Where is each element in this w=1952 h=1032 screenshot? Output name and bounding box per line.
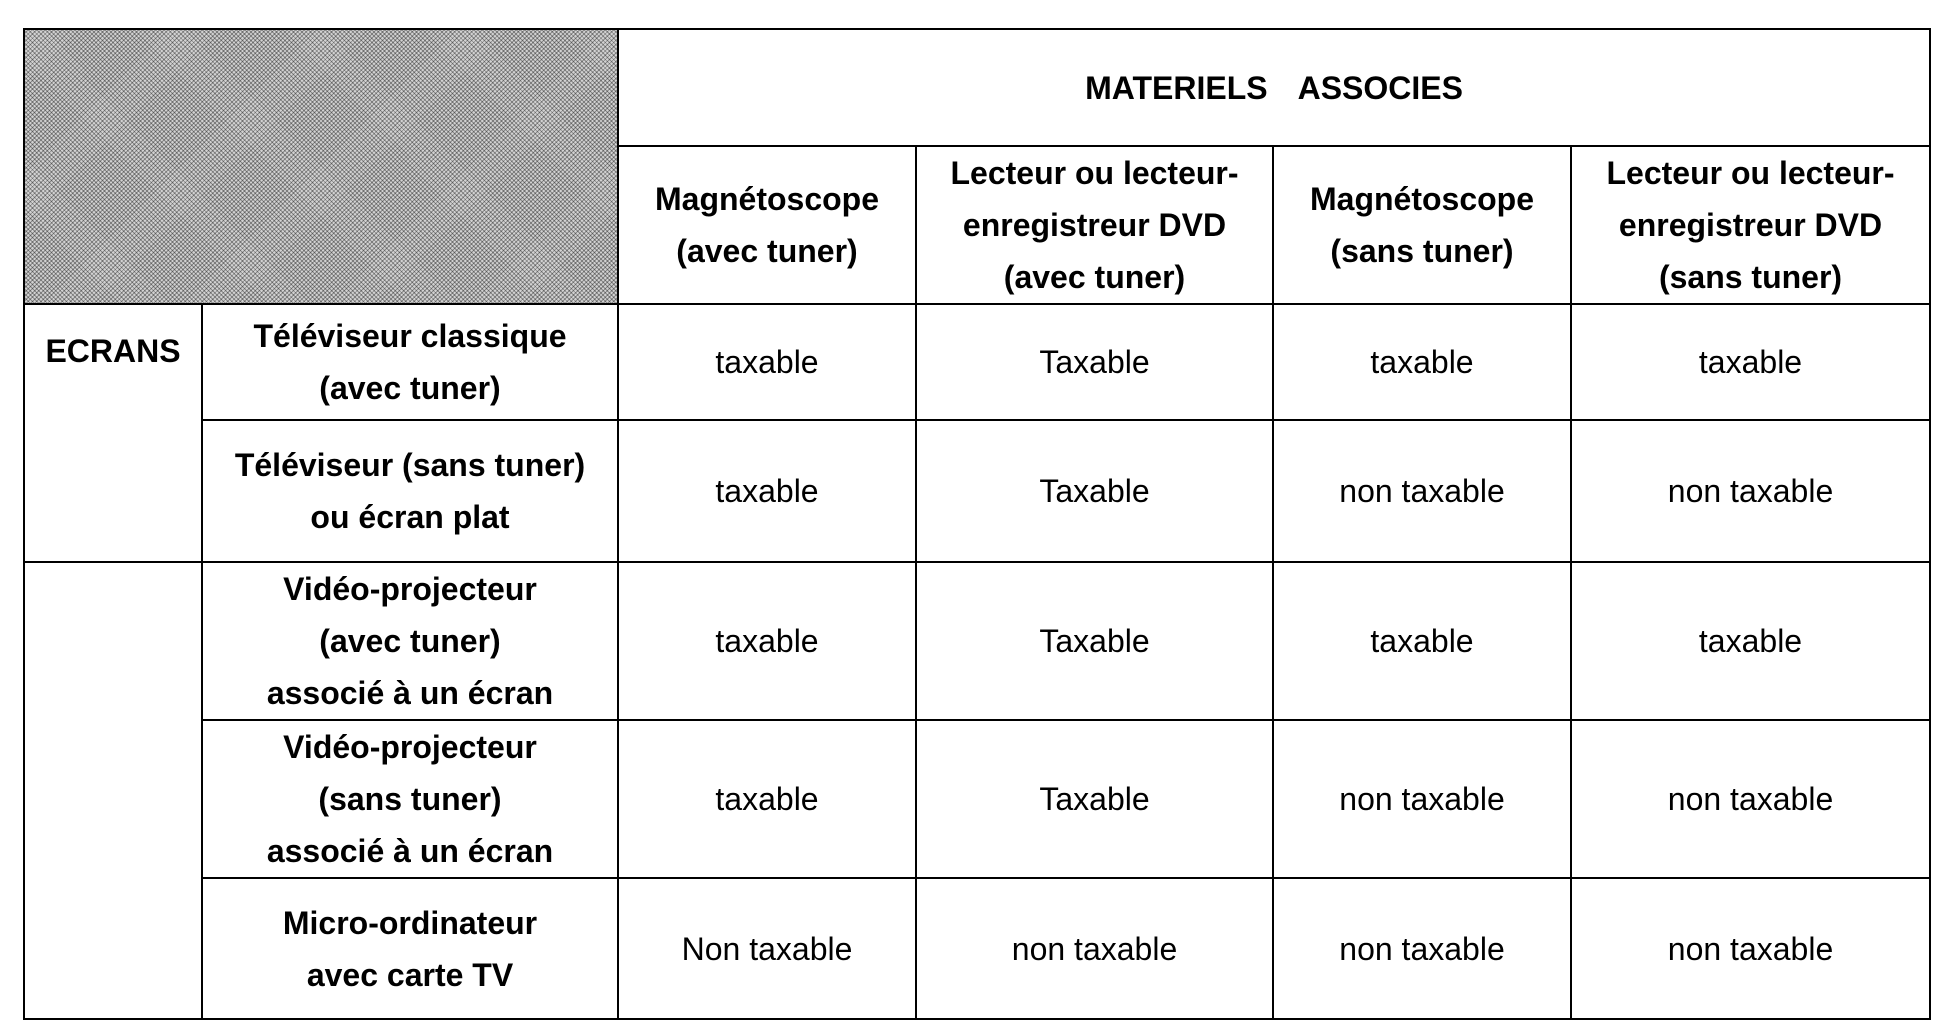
column-header-3 bbox=[1273, 146, 1571, 304]
cell-r3-c1: taxable bbox=[618, 562, 916, 720]
column-header-2-line1: Lecteur ou lecteur- bbox=[950, 155, 1239, 191]
column-header-4-line1: Lecteur ou lecteur- bbox=[1606, 155, 1895, 191]
cell-r4-c3: non taxable bbox=[1273, 720, 1571, 878]
header-group-title-word2: ASSOCIES bbox=[1297, 69, 1463, 106]
column-header-1 bbox=[618, 146, 916, 304]
tax-table bbox=[23, 28, 1931, 1020]
cell-r4-c2: Taxable bbox=[916, 720, 1273, 878]
row-label-3-line3: associé à un écran bbox=[266, 675, 554, 711]
cell-r5-c3: non taxable bbox=[1273, 878, 1571, 1019]
cell-r2-c3: non taxable bbox=[1273, 420, 1571, 562]
column-header-2 bbox=[916, 146, 1273, 304]
row-label-4 bbox=[202, 720, 618, 878]
cell-r1-c4: taxable bbox=[1571, 304, 1930, 420]
column-header-4-line2: enregistreur DVD bbox=[1618, 207, 1883, 243]
column-header-4-line3: (sans tuner) bbox=[1658, 259, 1843, 295]
cell-r2-c4: non taxable bbox=[1571, 420, 1930, 562]
row-label-5 bbox=[202, 878, 618, 1019]
cell-r5-c2: non taxable bbox=[916, 878, 1273, 1019]
cell-r3-c4: taxable bbox=[1571, 562, 1930, 720]
column-header-3-line1: Magnétoscope bbox=[1309, 181, 1535, 217]
column-header-2-line2: enregistreur DVD bbox=[962, 207, 1227, 243]
cell-r1-c1: taxable bbox=[618, 304, 916, 420]
row-label-3-line1: Vidéo-projecteur bbox=[283, 571, 537, 607]
cell-r3-c2: Taxable bbox=[916, 562, 1273, 720]
header-group-title-word1: MATERIELS bbox=[1085, 69, 1268, 106]
group-label-empty bbox=[24, 562, 202, 1019]
row-label-2-line1: Téléviseur (sans tuner) bbox=[234, 447, 586, 483]
row-label-5-line1: Micro-ordinateur bbox=[282, 904, 538, 941]
column-header-1-line1: Magnétoscope bbox=[654, 181, 880, 217]
cell-r2-c1: taxable bbox=[618, 420, 916, 562]
group-label-ecrans: ECRANS bbox=[24, 304, 202, 562]
row-label-2 bbox=[202, 420, 618, 562]
cell-r4-c1: taxable bbox=[618, 720, 916, 878]
row-label-3 bbox=[202, 562, 618, 720]
row-label-2-line2: ou écran plat bbox=[310, 499, 510, 535]
header-group-title bbox=[618, 29, 1930, 146]
cell-r4-c4: non taxable bbox=[1571, 720, 1930, 878]
row-label-4-line3: associé à un écran bbox=[266, 833, 554, 869]
column-header-2-line3: (avec tuner) bbox=[1003, 259, 1186, 295]
cell-r5-c4: non taxable bbox=[1571, 878, 1930, 1019]
column-header-3-line2: (sans tuner) bbox=[1330, 233, 1514, 269]
row-label-4-line2: (sans tuner) bbox=[318, 781, 502, 817]
row-label-3-line2: (avec tuner) bbox=[319, 623, 501, 659]
corner-hatched-cell bbox=[24, 29, 618, 304]
cell-r1-c3: taxable bbox=[1273, 304, 1571, 420]
row-label-1-line2: (avec tuner) bbox=[319, 370, 501, 406]
row-label-5-line2: avec carte TV bbox=[306, 956, 514, 993]
column-header-1-line2: (avec tuner) bbox=[676, 233, 858, 269]
row-label-4-line1: Vidéo-projecteur bbox=[283, 729, 537, 765]
row-label-1-line1: Téléviseur classique bbox=[253, 318, 567, 354]
cell-r2-c2: Taxable bbox=[916, 420, 1273, 562]
cell-r1-c2: Taxable bbox=[916, 304, 1273, 420]
row-label-1 bbox=[202, 304, 618, 420]
column-header-4 bbox=[1571, 146, 1930, 304]
cell-r5-c1: Non taxable bbox=[618, 878, 916, 1019]
cell-r3-c3: taxable bbox=[1273, 562, 1571, 720]
